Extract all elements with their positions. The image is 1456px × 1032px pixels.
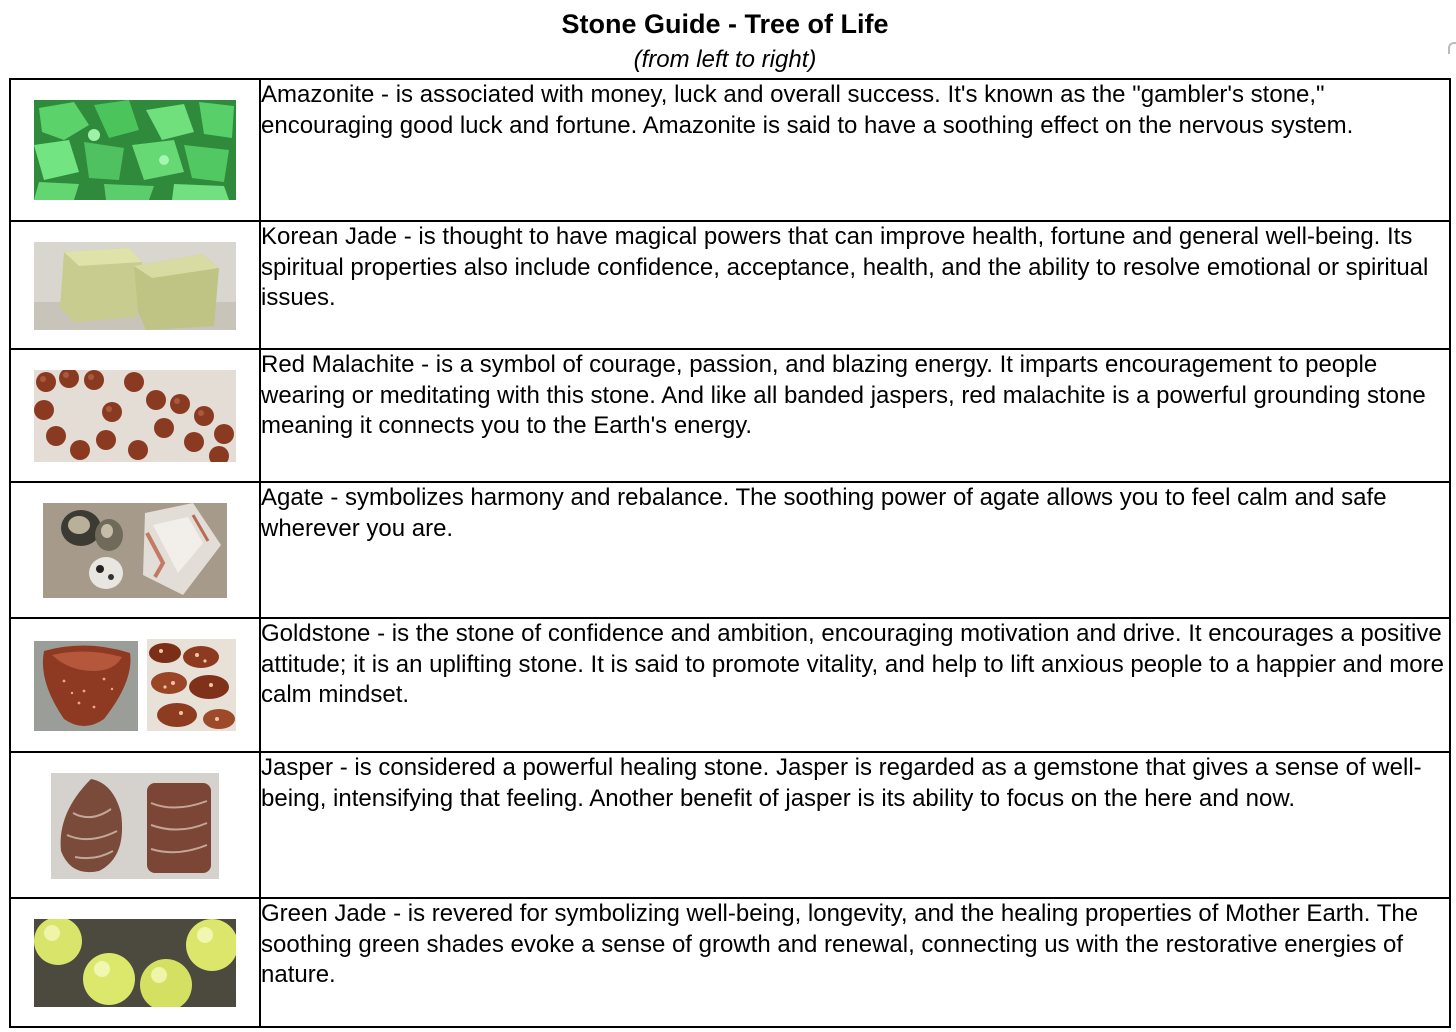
agate-photo: [43, 503, 227, 598]
stone-image-cell: [10, 618, 260, 752]
goldstone-pile-photo: [147, 639, 236, 731]
stone-image-cell: [10, 752, 260, 898]
stone-image-cell: [10, 221, 260, 349]
stone-description: Goldstone - is the stone of confidence and ambition, encouraging motivation and drive. It encourages a positive attitude; it is an uplifting stone. It is said to promote vitality, and help to lift anxious people to a happier and more calm mindset.: [260, 618, 1450, 752]
table-row: [10, 482, 1450, 618]
korean-jade-photo: [34, 242, 236, 330]
goldstone-tumbled-photo: [34, 641, 138, 731]
table-row: [10, 221, 1450, 349]
stone-description: Amazonite - is associated with money, luck and overall success. It's known as the "gambler's stone," encouraging good luck and fortune. Amazonite is said to have a soothing effect on the nervous system.: [260, 79, 1450, 221]
jasper-photo: [51, 773, 219, 879]
stone-guide-table: [9, 78, 1451, 1028]
green-jade-photo: [34, 919, 236, 1007]
stone-image-cell: [10, 79, 260, 221]
window-edge-decoration: [1448, 42, 1456, 54]
stone-description: Green Jade - is revered for symbolizing well-being, longevity, and the healing properties of Mother Earth. The soothing green shades evoke a sense of growth and renewal, connecting us with the restorative energies of nature.: [260, 898, 1450, 1027]
page-subtitle: (from left to right): [633, 46, 817, 73]
stone-image-cell: [10, 898, 260, 1027]
page-title: Stone Guide - Tree of Life: [561, 9, 889, 39]
table-row: [10, 618, 1450, 752]
stone-image-cell: [10, 349, 260, 482]
stone-description: Agate - symbolizes harmony and rebalance. The soothing power of agate allows you to feel calm and safe wherever you are.: [260, 482, 1450, 618]
table-row: [10, 898, 1450, 1027]
table-row: [10, 752, 1450, 898]
stone-image-cell: [10, 482, 260, 618]
stone-description: Red Malachite - is a symbol of courage, passion, and blazing energy. It imparts encouragement to people wearing or meditating with this stone. And like all banded jaspers, red malachite is a powerful grounding stone meaning it connects you to the Earth's energy.: [260, 349, 1450, 482]
stone-description: Korean Jade - is thought to have magical powers that can improve health, fortune and general well-being. Its spiritual properties also include confidence, acceptance, health, and the ability to resolve emotional or spiritual issues.: [260, 221, 1450, 349]
table-row: [10, 79, 1450, 221]
red-malachite-photo: [34, 370, 236, 462]
table-row: [10, 349, 1450, 482]
amazonite-photo: [34, 100, 236, 200]
stone-description: Jasper - is considered a powerful healing stone. Jasper is regarded as a gemstone that gives a sense of well-being, intensifying that feeling. Another benefit of jasper is its ability to focus on the here and now.: [260, 752, 1450, 898]
